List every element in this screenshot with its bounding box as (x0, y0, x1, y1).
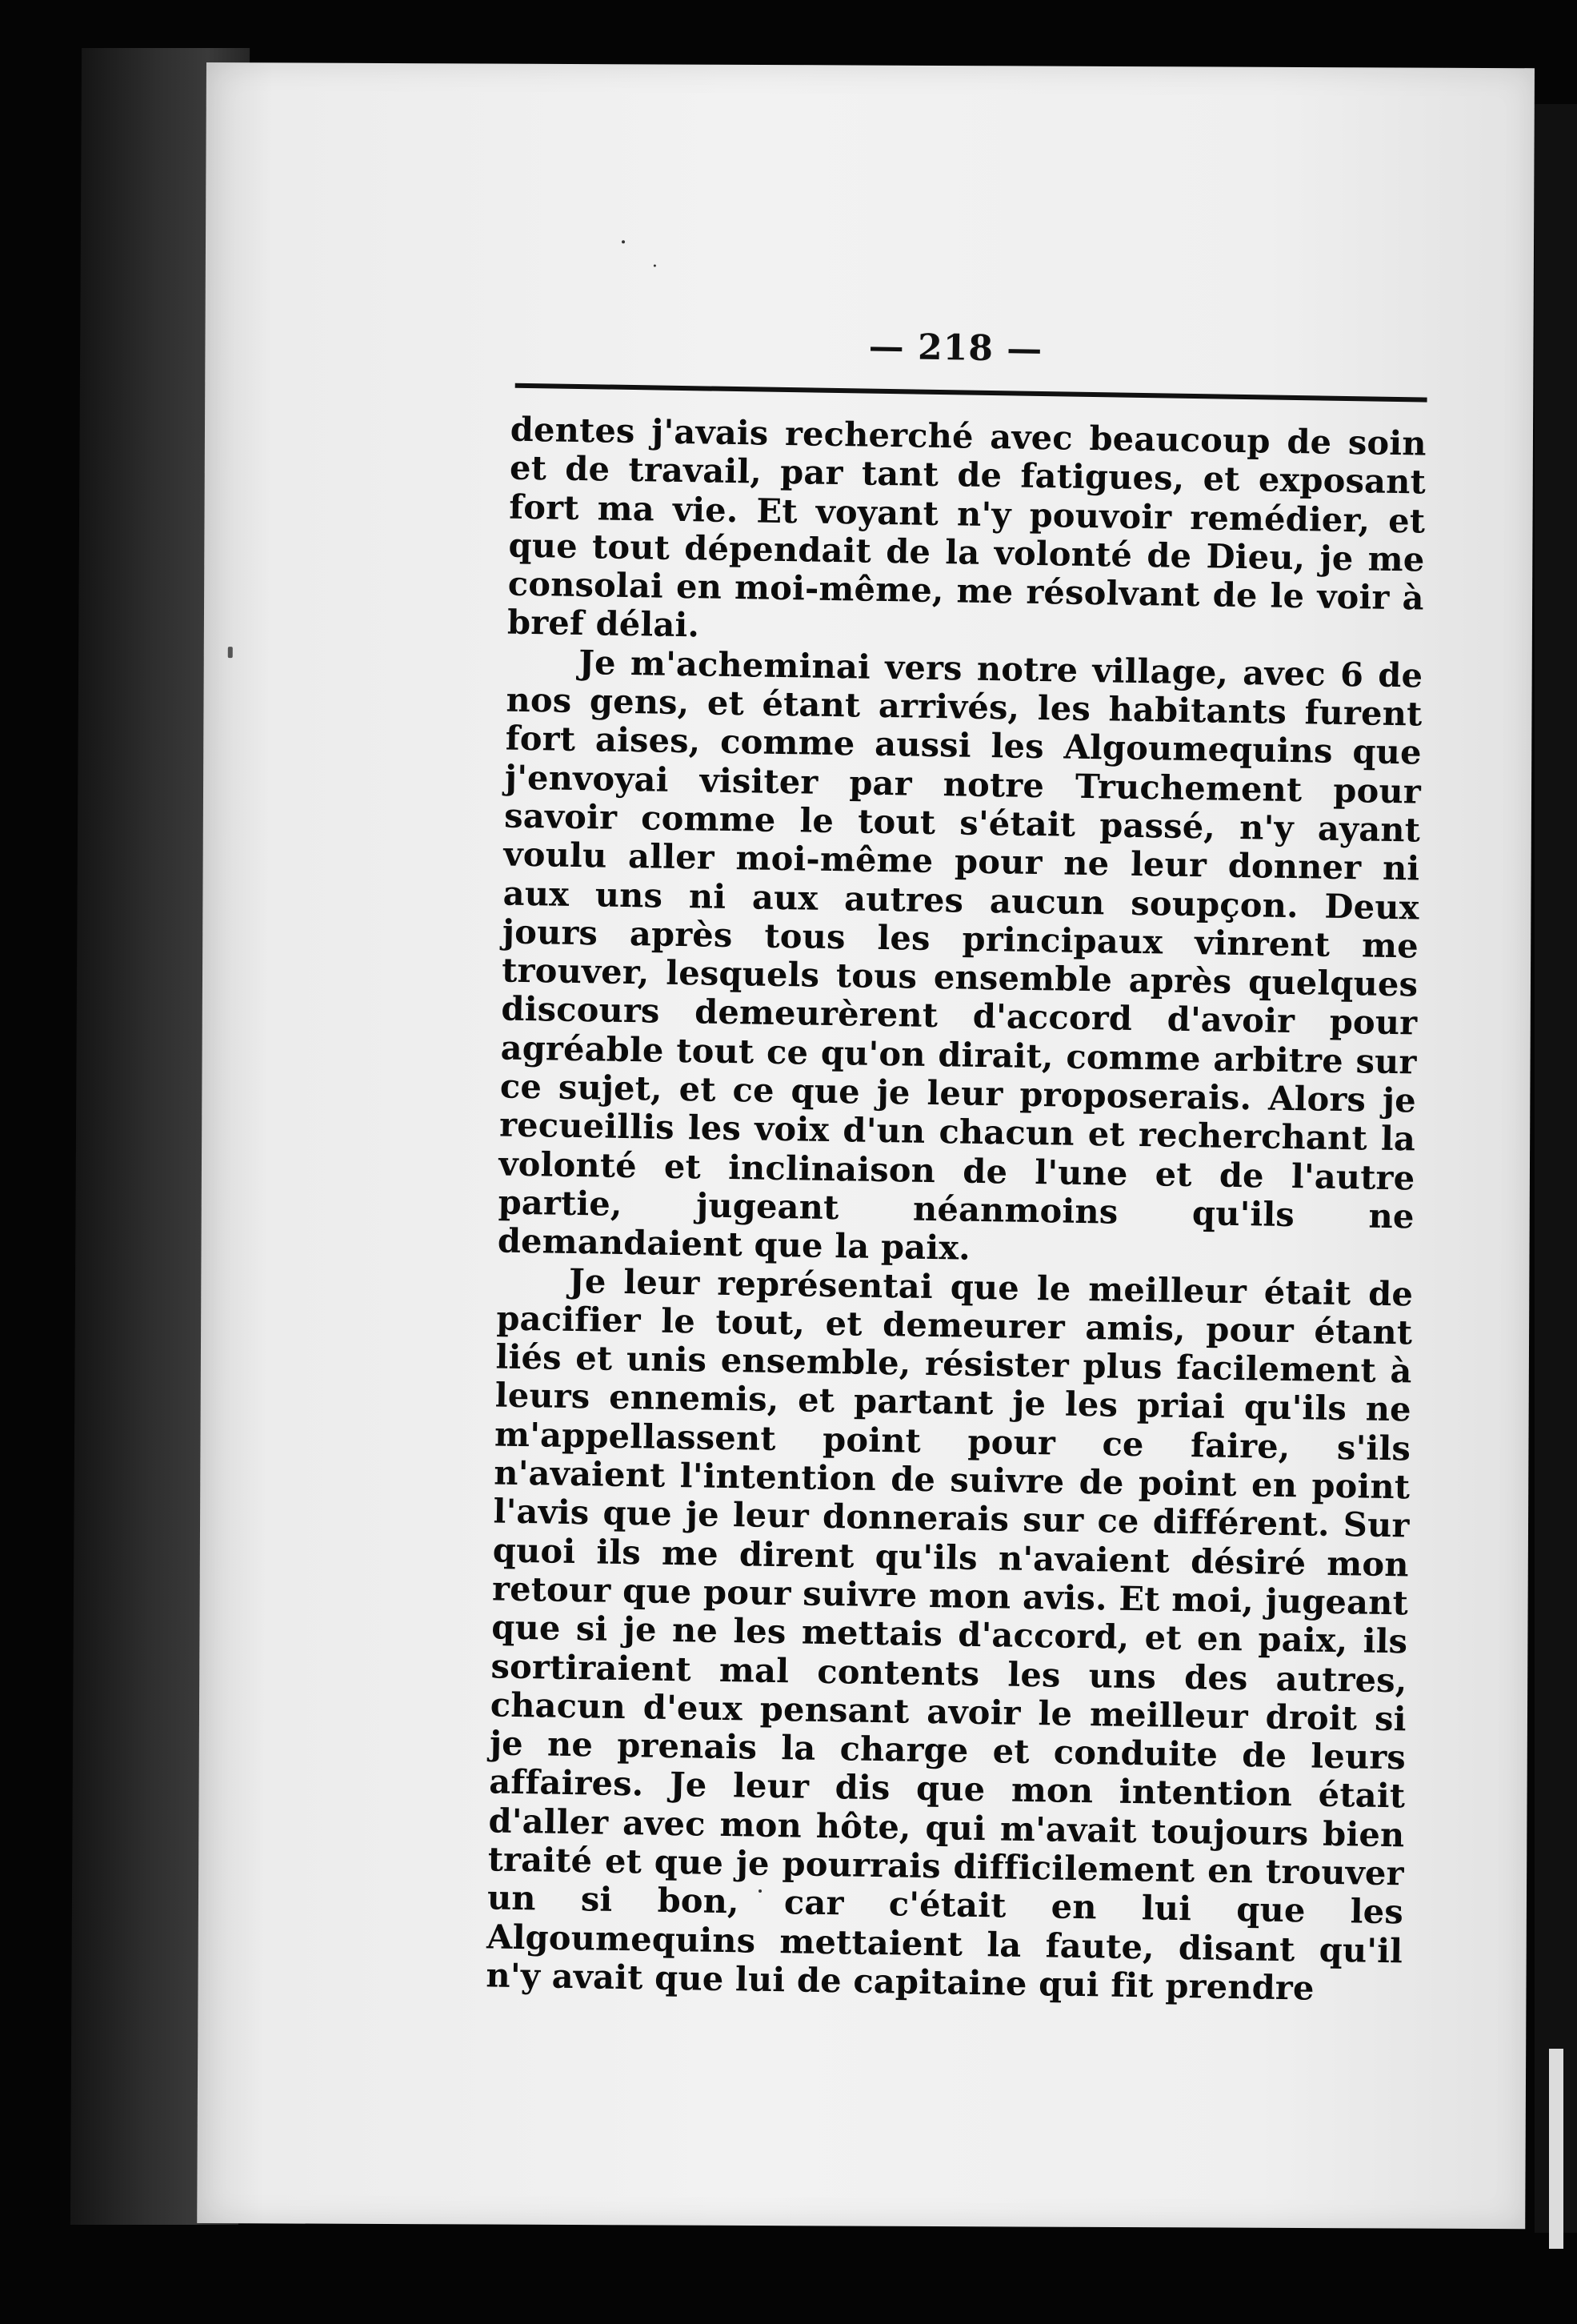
paper-speck (622, 240, 625, 243)
header-rule (515, 383, 1427, 403)
paragraph-2: Je m'acheminai vers notre village, avec 6 de nos gens, et étant arrivés, les habitants furent fort aises, comme aussi les Algoumequins que j'envoyai visiter par notre Truchement pour savoir comme le tout s'était passé, n'y ayant voulu aller moi-même pour ne leur donner ni aux uns ni aux autres aucun soupçon. Deux jours après tous les principaux vinrent me trouver, lesquels tous ensemble après quelques discours demeurèrent d'accord d'avoir pour agréable tout ce qu'on dirait, comme arbitre sur ce sujet, et ce que je leur proposerais. Alors je recueillis les voix d'un chacun et recherchant la volonté et inclinaison de l'une et de l'autre partie, jugeant néanmoins qu'ils ne demandaient que la paix. (497, 642, 1423, 1268)
page-number: — 218 — (868, 326, 1043, 371)
body-text (486, 411, 1427, 2009)
paper-speck (228, 647, 233, 658)
paragraph-1: dentes j'avais recherché avec beaucoup de soin et de travail, par tant de fatigues, et exposant fort ma vie. Et voyant n'y pouvoir remédier, et que tout dépendait de la volonté de Dieu, je me consolai en moi-même, me résolvant de le voir à bref délai. (506, 409, 1427, 645)
page-right-edge (1535, 104, 1577, 2233)
page-edge-strip (1549, 2049, 1563, 2249)
page-content (455, 320, 1432, 2008)
paper-speck (654, 264, 656, 266)
paragraph-3: Je leur représentai que le meilleur était de pacifier le tout, et demeurer amis, pour étant liés et unis ensemble, résister plus facilement à leurs ennemis, et partant je les priai qu'ils ne m'appellassent point pour ce faire, s'ils n'avaient l'intention de suivre de point en point l'avis que je leur donnerais sur ce différent. Sur quoi ils me dirent qu'ils n'avaient désiré mon retour que pour suivre mon avis. Et moi, jugeant que si je ne les mettais d'accord, et en paix, ils sortiraient mal contents les uns des autres, chacun d'eux pensant avoir le meilleur droit si je ne prenais la charge et conduite de leurs affaires. Je leur dis que mon intention était d'aller avec mon hôte, qui m'avait toujours bien traité et que je pourrais difficilement en trouver un si bon, car c'était en lui que les Algoumequins mettaient la faute, disant qu'il n'y avait que lui de capitaine qui fit prendre (486, 1260, 1414, 2008)
